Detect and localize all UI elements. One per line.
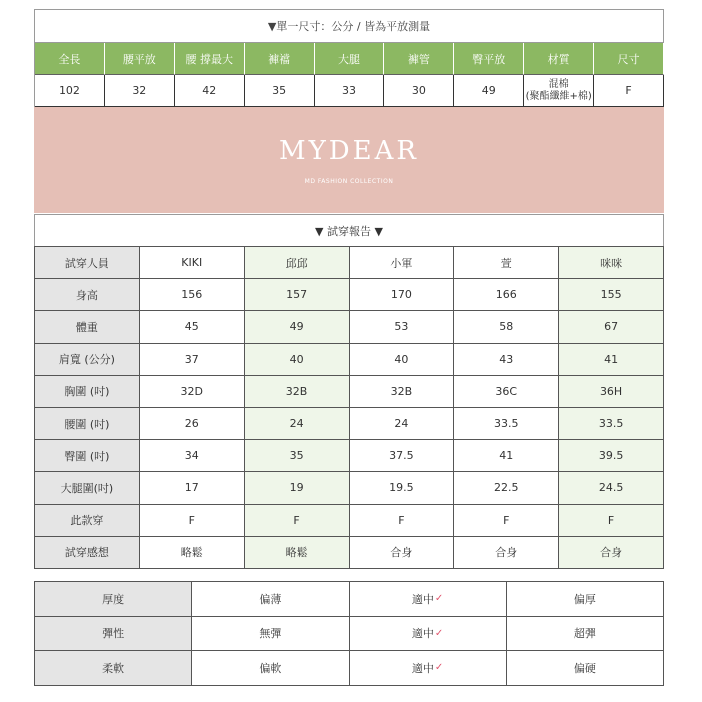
report-value-cell: 41	[454, 440, 559, 472]
report-value-cell: 合身	[454, 537, 559, 569]
feel-option-label: 偏厚	[573, 592, 596, 606]
feel-option-cell	[507, 651, 664, 686]
size-value-cell: 35	[245, 75, 315, 107]
report-value-cell: 67	[559, 311, 664, 343]
brand-banner	[34, 107, 664, 213]
report-row-label: 體重	[35, 311, 140, 343]
size-value-cell: 30	[384, 75, 454, 107]
size-header-cell: 大腿	[315, 43, 385, 75]
feel-option-cell	[192, 617, 349, 652]
feel-option-label: 適中	[411, 592, 434, 606]
report-value-cell: 略鬆	[245, 537, 350, 569]
report-row-label: 試穿感想	[35, 537, 140, 569]
size-header-cell: 全長	[35, 43, 105, 75]
checkmark-icon: ✓	[434, 593, 444, 605]
report-value-cell: 19.5	[350, 472, 455, 504]
report-value-cell: 合身	[350, 537, 455, 569]
feel-option-label: 偏薄	[259, 592, 282, 606]
checkmark-icon: ✓	[434, 662, 444, 674]
report-value-cell: 157	[245, 279, 350, 311]
size-value-cell: F	[594, 75, 664, 107]
fabric-feel-grid	[34, 581, 664, 686]
fitting-report	[34, 214, 664, 569]
size-value-cell: 42	[175, 75, 245, 107]
report-value-cell: 39.5	[559, 440, 664, 472]
report-value-cell: F	[245, 505, 350, 537]
report-value-cell: 合身	[559, 537, 664, 569]
report-value-cell: 155	[559, 279, 664, 311]
feel-option-cell	[192, 651, 349, 686]
feel-row-label: 厚度	[35, 582, 192, 617]
feel-option-cell	[350, 617, 507, 652]
report-value-cell: 33.5	[454, 408, 559, 440]
report-value-cell: 24	[350, 408, 455, 440]
report-model-name: 小軍	[350, 247, 455, 279]
report-model-name: 萱	[454, 247, 559, 279]
report-value-cell: 26	[140, 408, 245, 440]
fabric-feel-table	[34, 581, 664, 686]
report-row-label: 臀圍 (吋)	[35, 440, 140, 472]
size-value-cell: 33	[315, 75, 385, 107]
report-value-cell: 58	[454, 311, 559, 343]
size-table	[34, 9, 664, 107]
report-row-label: 身高	[35, 279, 140, 311]
size-header-cell: 褲管	[384, 43, 454, 75]
size-value-cell: 49	[454, 75, 524, 107]
report-value-cell: 33.5	[559, 408, 664, 440]
report-value-cell: 17	[140, 472, 245, 504]
report-value-cell: 35	[245, 440, 350, 472]
report-value-cell: F	[140, 505, 245, 537]
feel-option-cell	[507, 582, 664, 617]
report-row-label: 肩寬 (公分)	[35, 344, 140, 376]
report-value-cell: 34	[140, 440, 245, 472]
checkmark-icon: ✓	[434, 627, 444, 639]
report-value-cell: 37	[140, 344, 245, 376]
size-header-cell: 尺寸	[594, 43, 664, 75]
report-value-cell: 36C	[454, 376, 559, 408]
report-model-name: KIKI	[140, 247, 245, 279]
fitting-report-grid	[34, 246, 664, 569]
report-value-cell: 49	[245, 311, 350, 343]
report-value-cell: 22.5	[454, 472, 559, 504]
size-table-title: ▼單一尺寸：公分 / 皆為平放測量	[34, 9, 664, 43]
report-value-cell: 略鬆	[140, 537, 245, 569]
feel-row-label: 彈性	[35, 617, 192, 652]
report-value-cell: 156	[140, 279, 245, 311]
report-value-cell: 36H	[559, 376, 664, 408]
size-header-cell: 材質	[524, 43, 594, 75]
size-header-cell: 褲襠	[245, 43, 315, 75]
report-value-cell: F	[559, 505, 664, 537]
report-value-cell: 40	[350, 344, 455, 376]
feel-option-label: 超彈	[573, 627, 596, 641]
report-row-label: 試穿人員	[35, 247, 140, 279]
size-value-cell: 混棉 (聚酯纖維+棉)	[524, 75, 594, 107]
size-value-cell: 32	[105, 75, 175, 107]
report-value-cell: 37.5	[350, 440, 455, 472]
report-row-label: 此款穿	[35, 505, 140, 537]
feel-option-cell	[192, 582, 349, 617]
report-value-cell: 45	[140, 311, 245, 343]
report-value-cell: 43	[454, 344, 559, 376]
report-model-name: 邱邱	[245, 247, 350, 279]
report-row-label: 腰圍 (吋)	[35, 408, 140, 440]
feel-row-label: 柔軟	[35, 651, 192, 686]
report-value-cell: 24.5	[559, 472, 664, 504]
brand-tagline: MD FASHION COLLECTION	[304, 177, 394, 185]
report-row-label: 大腿圍(吋)	[35, 472, 140, 504]
report-model-name: 咪咪	[559, 247, 664, 279]
size-header-cell: 臀平放	[454, 43, 524, 75]
feel-option-label: 偏硬	[573, 661, 596, 675]
size-value-cell: 102	[35, 75, 105, 107]
report-value-cell: 32B	[350, 376, 455, 408]
report-value-cell: 24	[245, 408, 350, 440]
feel-option-cell	[350, 651, 507, 686]
report-value-cell: 32D	[140, 376, 245, 408]
report-value-cell: 166	[454, 279, 559, 311]
size-table-grid	[34, 43, 664, 107]
brand-logo: MYDEAR	[279, 135, 419, 166]
fitting-report-title: ▼ 試穿報告 ▼	[34, 214, 664, 246]
report-value-cell: 40	[245, 344, 350, 376]
report-row-label: 胸圍 (吋)	[35, 376, 140, 408]
size-header-cell: 腰平放	[105, 43, 175, 75]
report-value-cell: 170	[350, 279, 455, 311]
feel-option-label: 無彈	[259, 627, 282, 641]
feel-option-label: 適中	[411, 661, 434, 675]
report-value-cell: F	[454, 505, 559, 537]
feel-option-cell	[350, 582, 507, 617]
report-value-cell: 19	[245, 472, 350, 504]
report-value-cell: 32B	[245, 376, 350, 408]
feel-option-cell	[507, 617, 664, 652]
report-value-cell: 53	[350, 311, 455, 343]
feel-option-label: 適中	[411, 627, 434, 641]
report-value-cell: 41	[559, 344, 664, 376]
report-value-cell: F	[350, 505, 455, 537]
size-header-cell: 腰 撐最大	[175, 43, 245, 75]
feel-option-label: 偏軟	[259, 661, 282, 675]
